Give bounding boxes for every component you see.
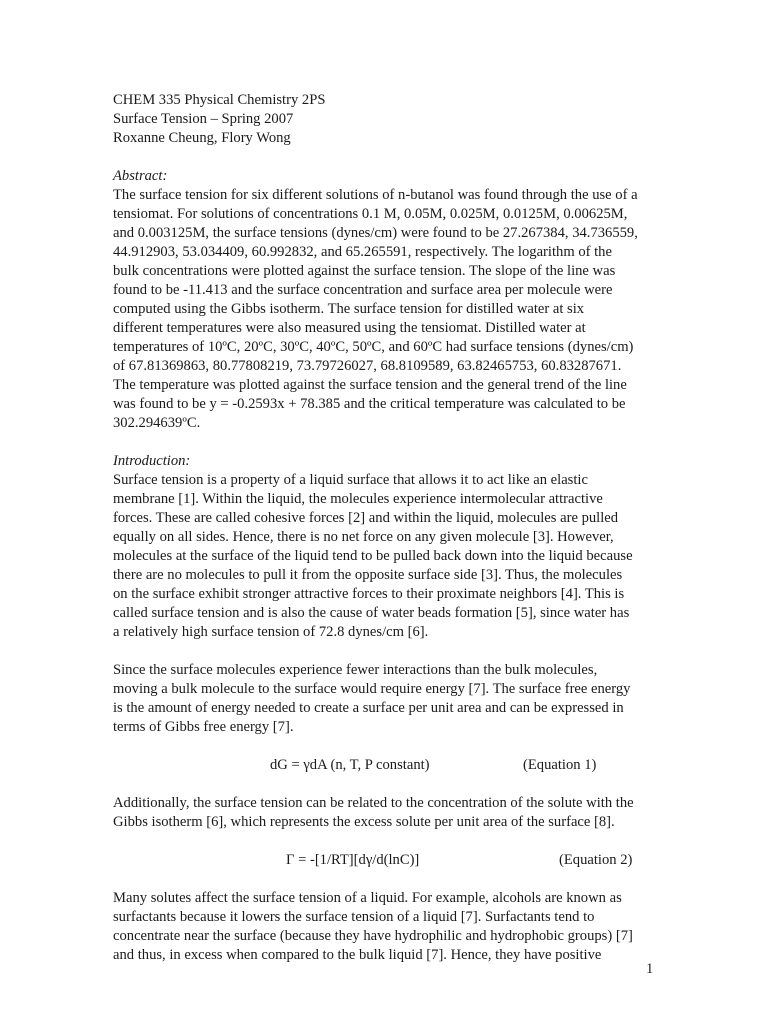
page-number: 1: [646, 961, 654, 977]
intro-line: forces. These are called cohesive forces [2] and within the liquid, molecules are pulled: [113, 510, 619, 526]
equation-2-formula: Γ = -[1/RT][dγ/d(lnC)]: [286, 852, 420, 868]
intro-line: Additionally, the surface tension can be related to the concentration of the solute with the: [113, 795, 634, 811]
document-body: [113, 91, 658, 965]
document-title: Surface Tension – Spring 2007: [113, 111, 294, 127]
abstract-line: The temperature was plotted against the surface tension and the general trend of the line: [113, 377, 627, 393]
intro-line: and thus, in excess when compared to the bulk liquid [7]. Hence, they have positive: [113, 947, 602, 963]
abstract-line: tensiomat. For solutions of concentrations 0.1 M, 0.05M, 0.025M, 0.0125M, 0.00625M,: [113, 206, 628, 222]
intro-line: membrane [1]. Within the liquid, the molecules experience intermolecular attractive: [113, 491, 603, 507]
equation-1: [113, 756, 658, 775]
intro-line: a relatively high surface tension of 72.8 dynes/cm [6].: [113, 624, 429, 640]
equation-2-label: (Equation 2): [559, 852, 633, 868]
abstract-paragraph: [113, 186, 658, 433]
intro-line: Surface tension is a property of a liquid surface that allows it to act like an elastic: [113, 472, 588, 488]
introduction-heading: Introduction:: [113, 453, 191, 469]
equation-1-formula: dG = γdA (n, T, P constant): [270, 757, 430, 773]
abstract-line: bulk concentrations were plotted against the surface tension. The slope of the line was: [113, 263, 616, 279]
intro-line: called surface tension and is also the cause of water beads formation [5], since water has: [113, 605, 630, 621]
abstract-line: of 67.81369863, 80.77808219, 73.79726027, 68.8109589, 63.82465753, 60.83287671.: [113, 358, 622, 374]
intro-line: terms of Gibbs free energy [7].: [113, 719, 294, 735]
abstract-line: was found to be y = -0.2593x + 78.385 and the critical temperature was calculated to be: [113, 396, 626, 412]
intro-line: Since the surface molecules experience fewer interactions than the bulk molecules,: [113, 662, 598, 678]
equation-2: [113, 851, 658, 870]
introduction-paragraph-3: [113, 794, 658, 832]
course-title: CHEM 335 Physical Chemistry 2PS: [113, 92, 326, 108]
abstract-line: 44.912903, 53.034409, 60.992832, and 65.265591, respectively. The logarithm of the: [113, 244, 612, 260]
intro-line: there are no molecules to pull it from the opposite surface side [3]. Thus, the molecules: [113, 567, 623, 583]
abstract-line: The surface tension for six different solutions of n-butanol was found through the use of a: [113, 187, 638, 203]
intro-line: concentrate near the surface (because they have hydrophilic and hydrophobic groups) [7]: [113, 928, 633, 944]
abstract-heading: Abstract:: [113, 168, 168, 184]
abstract-line: found to be -11.413 and the surface concentration and surface area per molecule were: [113, 282, 613, 298]
intro-line: on the surface exhibit stronger attractive forces to their proximate neighbors [4]. This is: [113, 586, 625, 602]
intro-line: surfactants because it lowers the surface tension of a liquid [7]. Surfactants tend to: [113, 909, 595, 925]
abstract-line: computed using the Gibbs isotherm. The surface tension for distilled water at six: [113, 301, 585, 317]
abstract-line: temperatures of 10ºC, 20ºC, 30ºC, 40ºC, 50ºC, and 60ºC had surface tensions (dynes/cm): [113, 339, 634, 355]
authors: Roxanne Cheung, Flory Wong: [113, 130, 291, 146]
introduction-paragraph-4: [113, 889, 658, 965]
introduction-paragraph-1: [113, 471, 658, 642]
intro-line: moving a bulk molecule to the surface would require energy [7]. The surface free energy: [113, 681, 631, 697]
equation-1-label: (Equation 1): [523, 757, 597, 773]
abstract-line: and 0.003125M, the surface tensions (dynes/cm) were found to be 27.267384, 34.736559,: [113, 225, 638, 241]
intro-line: equally on all sides. Hence, there is no net force on any given molecule [3]. However,: [113, 529, 614, 545]
abstract-line: 302.294639ºC.: [113, 415, 201, 431]
abstract-line: different temperatures were also measured using the tensiomat. Distilled water at: [113, 320, 586, 336]
introduction-paragraph-2: [113, 661, 658, 737]
intro-line: is the amount of energy needed to create a surface per unit area and can be expressed in: [113, 700, 624, 716]
intro-line: Many solutes affect the surface tension of a liquid. For example, alcohols are known as: [113, 890, 622, 906]
intro-line: Gibbs isotherm [6], which represents the excess solute per unit area of the surface [8].: [113, 814, 615, 830]
intro-line: molecules at the surface of the liquid tend to be pulled back down into the liquid because: [113, 548, 633, 564]
